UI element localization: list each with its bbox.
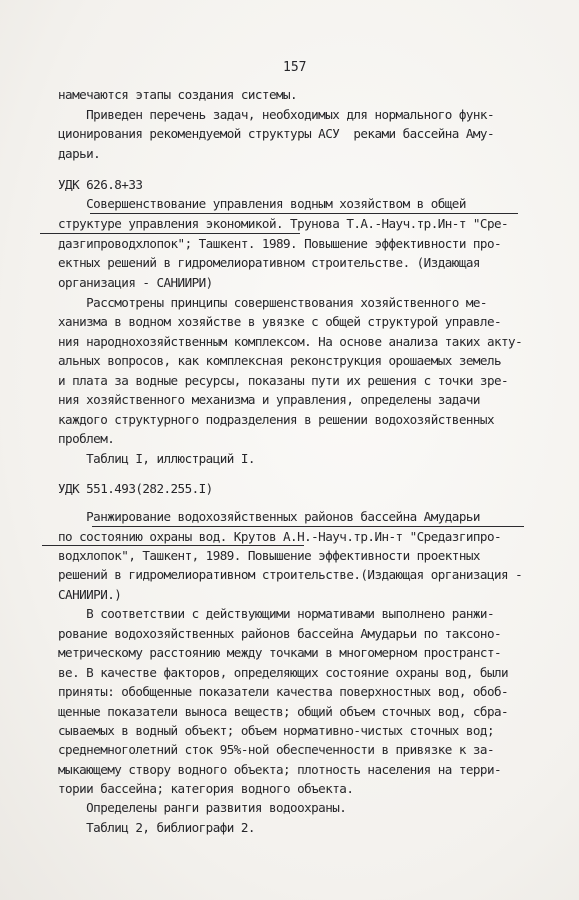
text-line: тории бассейна; категория водного объекта. [58,781,354,796]
text-line: рование водохозяйственных районов бассейна Амударьи по таксоно- [58,626,502,641]
text-line: решений в гидромелиоративном строительстве.(Издающая организация - [58,567,523,582]
title-underline [92,526,524,527]
text-line: проблем. [58,431,115,446]
text-line: Определены ранги развития водоохраны. [58,800,347,815]
text-line: ния хозяйственного механизма и управления, определены задачи [58,392,480,407]
text-line: В соответствии с действующими нормативами выполнено ранжи- [58,606,494,621]
text-line: каждого структурного подразделения в решении водохозяйственных [58,412,494,427]
title-underline [40,233,300,234]
text-line: Таблиц I, иллюстраций I. [58,451,255,466]
article-title-line: по состоянию охраны вод. Крутов А.Н.-Науч.тр.Ин-т "Средазгипро- [58,529,502,544]
text-line: мыкающему створу водного объекта; плотность населения на терри- [58,762,502,777]
text-line: сываемых в водный объект; объем нормативно-чистых сточных вод; [58,723,494,738]
article-title-line: структуре управления экономикой. Трунова Т.А.-Науч.тр.Ин-т "Сре- [58,216,509,231]
text-line: САНИИРИ.) [58,587,122,602]
article-title-line: Ранжирование водохозяйственных районов бассейна Амударьи [58,509,480,524]
text-line: намечаются этапы создания системы. [58,87,298,102]
text-line: ве. В качестве факторов, определяющих состояние охраны вод, были [58,665,509,680]
text-line: дазгипроводхлопок"; Ташкент. 1989. Повышение эффективности про- [58,236,502,251]
udk-heading: УДК 551.493(282.255.I) [58,481,213,496]
article-title-line: Совершенствование управления водным хозяйством в общей [58,196,466,211]
text-line: организация - САНИИРИ) [58,275,213,290]
text-line: ционирования рекомендуемой структуры АСУ реками бассейна Аму- [58,126,494,141]
text-line: щенные показатели выноса веществ; общий объем сточных вод, сбра- [58,704,509,719]
udk-heading: УДК 626.8+33 [58,177,143,192]
text-line: водхлопок", Ташкент, 1989. Повышение эффективности проектных [58,548,480,563]
text-line: и плата за водные ресурсы, показаны пути их решения с точки зре- [58,373,509,388]
text-line: метрическому расстоянию между точками в многомерном пространст- [58,645,502,660]
text-line: Рассмотрены принципы совершенствования хозяйственного ме- [58,295,487,310]
text-line: среднемноголетний сток 95%-ной обеспеченности в привязке к за- [58,742,494,757]
text-line: ектных решений в гидромелиоративном строительстве. (Издающая [58,255,480,270]
text-line: альных вопросов, как комплексная реконструкция орошаемых земель [58,353,502,368]
text-line: Таблиц 2, библиографи 2. [58,820,255,835]
text-line: Приведен перечень задач, необходимых для нормального функ- [58,107,494,122]
text-line: ханизма в водном хозяйстве в увязке с общей структурой управле- [58,314,502,329]
text-line: дарьи. [58,146,101,161]
title-underline [90,213,518,214]
title-underline [42,545,304,546]
page-number: 157 [283,60,307,75]
text-line: приняты: обобщенные показатели качества поверхностных вод, обоб- [58,684,509,699]
text-line: ния народнохозяйственным комплексом. На основе анализа таких акту- [58,334,523,349]
